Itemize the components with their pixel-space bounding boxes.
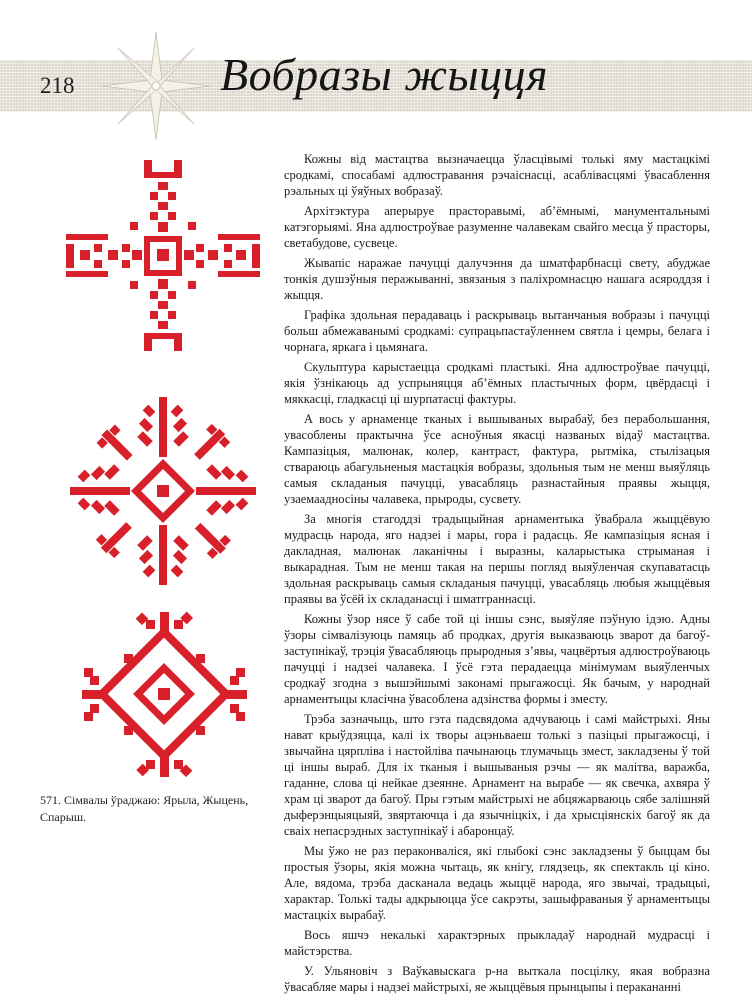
star-ornament-icon [100, 30, 212, 142]
paragraph: У. Ульяновіч з Ваўкавыскага р-на выткала посцілку, якая вобразна ўвасабляе мары і надзеі майстрыхі, яе жыццёвыя прынцыпы і перакананні [284, 964, 710, 994]
zhytsen-symbol [66, 393, 260, 589]
yaryla-symbol [66, 158, 260, 353]
sparysh-symbol [80, 610, 249, 779]
page-number: 218 [40, 73, 75, 98]
paragraph: Жывапіс наражае пачуцці далучэння да шматфарбнасці свету, абуджае тонкія душэўныя перажыванні, звязаныя з паліхромнасцю нашага асяроддзя і жыцця. [284, 256, 710, 302]
paragraph: А вось у арнаменце тканых і вышываных вырабаў, без перабольшання, увасоблены практычна ўсе асноўныя якасці названых відаў мастацтва. Кампазіцыя, малюнак, колер, кантраст, фактура, рытміка, стылізацыя ствараюць абагульненыя мастацкія вобразы, здольныя тым не менш выяўляць самыя складаныя пачуцці, увасабляць разнастайныя праявы жыцця, узаемаадносіны чалавека, прыроды, сусвету. [284, 412, 710, 506]
paragraph: Трэба зазначыць, што гэта падсвядома адчуваюць і самі майстрыхі. Яны нават крыўдзяцца, калі іх творы ацэньваеш толькі з пазіцыі прыгажосці, і звычайна цярпліва і настойліва пачынаюць тлумачыць змест, закладзены ў той ці іншы выраб. Для іх тканыя і вышываныя рэчы — як малітва, варажба, гаданне, слова ці нейкае дзеянне. Арнамент на вырабе — як свечка, ахвяра ў храм ці зварот да багоў. Пры гэтым майстрыхі не абцяжарваюць сябе залішняй дыферэнцыяцыяй, звяртаючца і да язычніцкіх, і да хрысціянскіх багоў як да сваіх непасрэдных заступнікаў і абаронцаў. [284, 712, 710, 838]
paragraph: Кожны ўзор нясе ў сабе той ці іншы сэнс, выяўляе пэўную ідэю. Адны ўзоры сімвалізуюць памяць аб продках, другія выказваюць зварот да багоў-заступнікаў, трэція ўвасабляюць прыродныя з’явы, чацвёртыя адлюстроўваюць пачуцці і надзеі чалавека. І ўсё гэта перадаецца мінімумам выяўленчых сродкаў згодна з вышэйшымі законамі прыгажосці. Як бачым, у народнай арнаментыцы класічна ўвасоблена адзінства формы і зместу. [284, 612, 710, 706]
figure-caption: 571. Сімвалы ўраджаю: Ярыла, Жыцень, Спарыш. [40, 793, 249, 824]
paragraph: Вось яшчэ некалькі характэрных прыкладаў народнай мудрасці і майстэрства. [284, 928, 710, 958]
paragraph: Графіка здольная перадаваць і раскрываць вытанчаныя вобразы і пачуцці больш абмежаванымі сродкамі: супрацьпастаўленнем святла і цемры, белага і чорнага, яркага і цьмянага. [284, 308, 710, 354]
section-title: Вобразы жыцця [220, 49, 549, 100]
body-text [284, 151, 710, 999]
paragraph: За многія стагоддзі традыцыйная арнаментыка ўвабрала жыццёвую мудрасць народа, яго надзеі і мары, гора і радасць. Яе кампазіцыя ясная і дакладная, малюнак лаканічны і выразны, каларыстыка стрыманая і выкарадная. Тым не менш такая на першы погляд выяўленчая скупаватасць здольная раскрываць самыя складаныя пачуцці, увасабляць любыя жыццёвыя праявы ва ўсёй іх складанасці і шматграннасці. [284, 512, 710, 606]
paragraph: Кожны від мастацтва вызначаецца ўласцівымі толькі яму мастацкімі сродкамі, спосабамі адлюстравання рэчаіснасці, асаблівасцямі ўвасаблення рэальных ці ўяўных вобразаў. [284, 152, 710, 198]
paragraph: Архітэктура аперыруе прасторавымі, аб’ёмнымі, манументальнымі катэгорыямі. Яна адлюстроўвае разуменне чалавекам свайго месца ў прасторы, светабудове, сусвеце. [284, 204, 710, 250]
paragraph: Мы ўжо не раз пераконваліся, які глыбокі сэнс закладзены ў быццам бы простыя ўзоры, якія можна чытаць, як кнігу, глядзець, як спектакль ці кіно. Але, вядома, трэба дасканала ведаць жыццё народа, яго звычаі, традыцыі, характар. Толькі тады адкрыюцца ўсе сакрэты, зашыфраваныя ў арнаментыцы мастацкіх вырабаў. [284, 844, 710, 922]
paragraph: Скульптура карыстаецца сродкамі пластыкі. Яна адлюстроўвае пачуцці, якія ўзнікаюць ад успрыняцця аб’ёмных пластычных форм, цвёрдасці і мяккасці, гладкасці ці шурпатасці фактуры. [284, 360, 710, 406]
